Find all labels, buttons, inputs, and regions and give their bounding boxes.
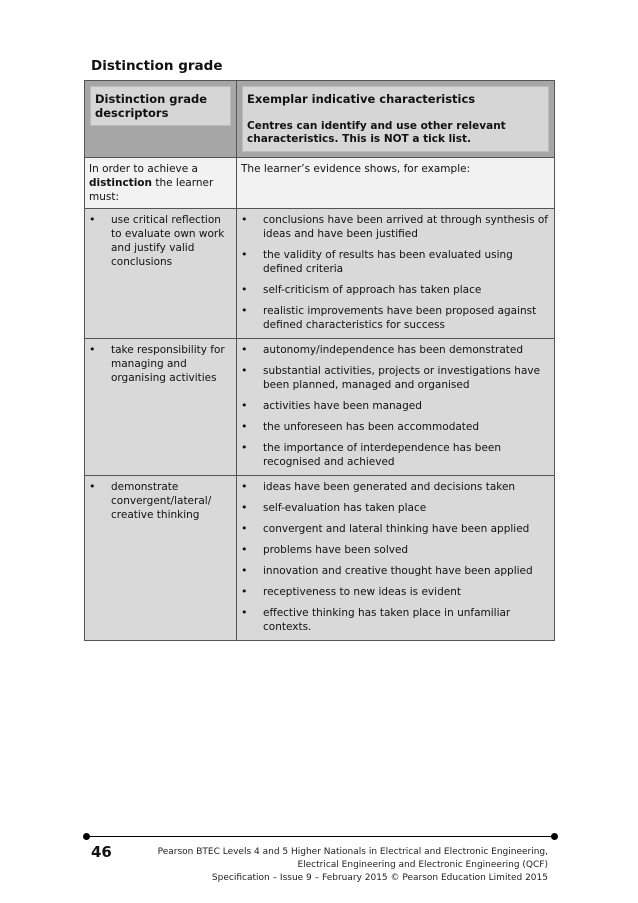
footer-line-1: Pearson BTEC Levels 4 and 5 Higher Nationals in Electrical and Electronic Engineering, — [157, 847, 548, 857]
list-item: • autonomy/independence has been demonstrated — [241, 343, 550, 357]
table-row — [85, 476, 555, 641]
subheader-left-cell — [85, 158, 237, 209]
table-row — [85, 339, 555, 476]
list-item: • the unforeseen has been accommodated — [241, 420, 550, 434]
list-item: • receptiveness to new ideas is evident — [241, 585, 550, 599]
list-item: • effective thinking has taken place in unfamiliar contexts. — [241, 606, 550, 634]
subheader-right-cell — [237, 158, 555, 209]
header-characteristics-note: Centres can identify and use other relevant characteristics. This is NOT a tick list. — [247, 120, 506, 145]
table-row — [85, 209, 555, 339]
table-subheader-row — [85, 158, 555, 209]
footer-right-dot — [551, 833, 558, 840]
subheader-left-pre: In order to achieve a — [89, 163, 198, 175]
table-header-row — [85, 81, 555, 158]
subheader-right: The learner’s evidence shows, for example: — [241, 163, 471, 175]
list-item: • self-criticism of approach has taken place — [241, 283, 550, 297]
header-descriptors-cell — [85, 81, 237, 158]
list-item: • conclusions have been arrived at through synthesis of ideas and have been justified — [241, 213, 550, 241]
footer-line-3: Specification – Issue 9 – February 2015 © Pearson Education Limited 2015 — [211, 873, 548, 883]
list-item: • ideas have been generated and decisions taken — [241, 480, 550, 494]
header-characteristics-title: Exemplar indicative characteristics — [247, 92, 476, 106]
list-item: • innovation and creative thought have been applied — [241, 564, 550, 578]
list-item: • the importance of interdependence has been recognised and achieved — [241, 441, 550, 469]
subheader-left-post: the learner must: — [89, 177, 214, 203]
header-descriptors: Distinction grade descriptors — [90, 86, 231, 126]
descriptor-item: • use critical reflection to evaluate own work and justify valid conclusions — [89, 213, 232, 269]
list-item: • convergent and lateral thinking have been applied — [241, 522, 550, 536]
descriptor-item: • take responsibility for managing and organising activities — [89, 343, 232, 385]
page-title: Distinction grade — [91, 58, 223, 74]
distinction-grade-table — [84, 80, 555, 641]
list-item: • problems have been solved — [241, 543, 550, 557]
page-number: 46 — [91, 843, 112, 861]
list-item: • realistic improvements have been proposed against defined characteristics for success — [241, 304, 550, 332]
footer-line-2: Electrical Engineering and Electronic Engineering (QCF) — [297, 860, 548, 870]
subheader-left-bold: distinction — [89, 177, 152, 189]
list-item: • self-evaluation has taken place — [241, 501, 550, 515]
footer-text — [128, 846, 548, 885]
descriptor-item: • demonstrate convergent/lateral/ creative thinking — [89, 480, 232, 522]
header-characteristics-cell — [237, 81, 555, 158]
list-item: • activities have been managed — [241, 399, 550, 413]
list-item: • substantial activities, projects or investigations have been planned, managed and organised — [241, 364, 550, 392]
footer-divider — [86, 836, 555, 837]
list-item: • the validity of results has been evaluated using defined criteria — [241, 248, 550, 276]
